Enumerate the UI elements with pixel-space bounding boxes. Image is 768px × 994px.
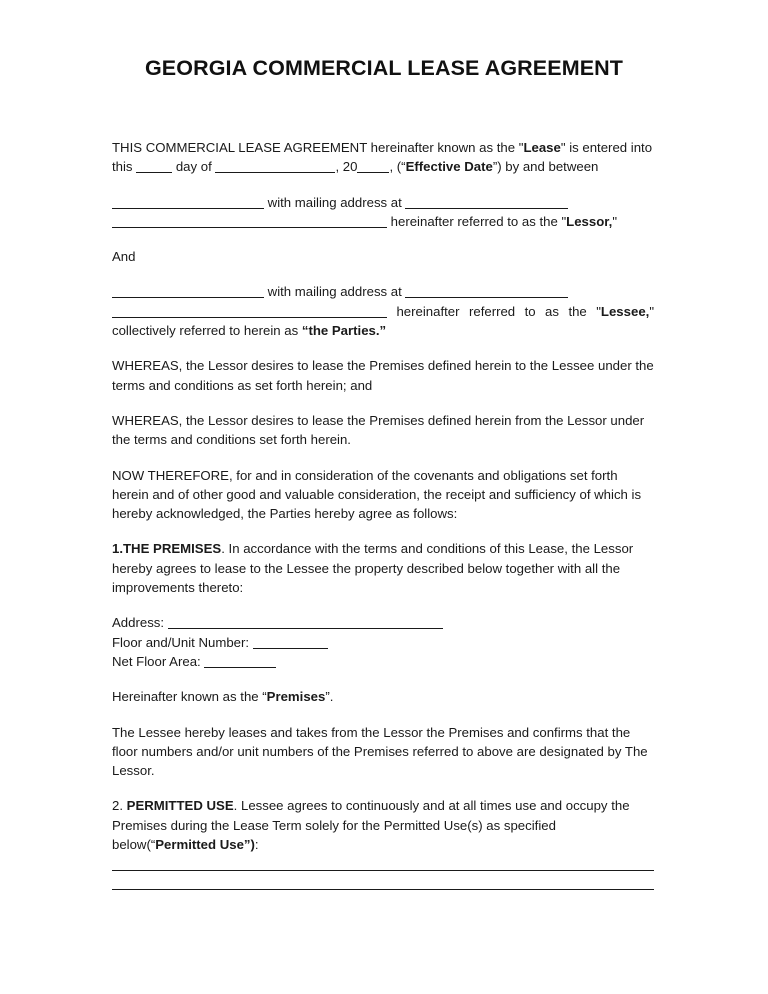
address-label: Address: <box>112 615 168 631</box>
lessor-mailing-text: with mailing address at <box>264 194 406 210</box>
now-therefore-paragraph: NOW THEREFORE, for and in consideration of the covenants and obligations set forth herein and of other good and valuable consideration, the receipt and sufficiency of which is hereby acknowledged, the Parties hereby agree as follows: <box>112 467 642 522</box>
effective-open: , (“ <box>389 159 406 175</box>
lessor-label: Lessor, <box>566 213 613 229</box>
net-floor-area-input-blank[interactable] <box>204 654 276 668</box>
year-prefix: , 20 <box>335 159 358 175</box>
section-1-number: 1. <box>112 541 123 557</box>
lessee-name-blank[interactable] <box>112 284 264 298</box>
lessor-hereinafter-text: hereinafter referred to as the " <box>387 213 567 229</box>
section-2-heading: PERMITTED USE <box>126 798 234 814</box>
lessor-line-1 <box>112 193 654 212</box>
lessee-label-close: " <box>649 303 655 319</box>
parties-term: “the Parties.” <box>301 323 387 339</box>
section-2-body-a: . Lessee agrees to continuously and at all times use and occupy the Premises during the Lease Term solely for the Permitted Use(s) as specified below(“ <box>112 798 630 853</box>
net-floor-area-label: Net Floor Area: <box>112 653 205 669</box>
intro-text-a: THIS COMMERCIAL LEASE AGREEMENT hereinafter known as the " <box>112 140 524 155</box>
premises-suffix: ”. <box>325 689 334 705</box>
year-blank[interactable] <box>357 159 389 173</box>
lessor-address-blank[interactable] <box>405 195 568 209</box>
section-1-body: . In accordance with the terms and conditions of this Lease, the Lessor hereby agrees to lease to the Lessee the property described below together with all the improvements thereto: <box>112 541 634 596</box>
lessor-name-blank[interactable] <box>112 195 264 209</box>
lessor-line-2 <box>112 212 654 231</box>
and-separator: And <box>112 249 136 265</box>
page-title: GEORGIA COMMERCIAL LEASE AGREEMENT <box>144 56 624 80</box>
permitted-use-blank-line-1[interactable] <box>112 870 654 871</box>
lessee-block <box>112 282 654 340</box>
lessor-address-blank-2[interactable] <box>112 214 387 228</box>
address-field-row <box>112 613 654 632</box>
premises-term: Premises <box>266 689 326 705</box>
floor-input-blank[interactable] <box>253 635 328 649</box>
premises-definition <box>112 687 654 706</box>
whereas-clause-1: WHEREAS, the Lessor desires to lease the Premises defined herein to the Lessee under the terms and conditions as set forth herein; and <box>112 358 654 393</box>
section-1-paragraph <box>112 539 654 597</box>
address-input-blank[interactable] <box>168 615 443 629</box>
lessee-line-2 <box>112 302 654 321</box>
effective-date-term: Effective Date <box>405 159 493 175</box>
day-blank[interactable] <box>136 159 172 173</box>
intro-paragraph <box>112 138 654 177</box>
floor-label: Floor and/Unit Number: <box>112 634 253 650</box>
section-2-paragraph <box>112 796 654 854</box>
section-2-number: 2. <box>112 798 127 814</box>
premises-fields <box>112 613 654 671</box>
effective-close: ”) by and between <box>492 159 599 175</box>
lessor-block <box>112 193 654 232</box>
section-2-body-b: : <box>254 837 259 853</box>
lessor-label-close: " <box>612 213 618 229</box>
permitted-use-blank-line-2[interactable] <box>112 889 654 890</box>
intro-text-b: " is entered into this <box>112 140 653 175</box>
premises-prefix: Hereinafter known as the “ <box>112 689 267 705</box>
collective-prefix: collectively referred to herein as <box>112 323 302 339</box>
lease-term: Lease <box>523 140 561 155</box>
month-blank[interactable] <box>215 159 335 173</box>
lessee-line-1 <box>112 282 654 301</box>
day-word: day of <box>172 159 216 175</box>
floor-field-row <box>112 633 654 652</box>
permitted-use-term: Permitted Use”) <box>155 837 255 853</box>
document-body <box>112 138 654 890</box>
section-1-heading: THE PREMISES <box>123 541 222 557</box>
lessee-label: Lessee, <box>600 303 650 319</box>
whereas-clause-2: WHEREAS, the Lessor desires to lease the Premises defined herein from the Lessor under the terms and conditions set forth herein. <box>112 412 645 448</box>
net-floor-area-field-row <box>112 652 654 671</box>
lessee-hereinafter-text: hereinafter referred to as the " <box>396 303 601 319</box>
lessee-mailing-text: with mailing address at <box>264 284 406 300</box>
premises-confirmation-paragraph: The Lessee hereby leases and takes from the Lessor the Premises and confirms that the floor numbers and/or unit numbers of the Premises referred to above are designated by The Lessor. <box>112 724 648 779</box>
lessee-line-3 <box>112 321 654 340</box>
lessee-address-blank-2[interactable] <box>112 304 387 318</box>
lessee-address-blank[interactable] <box>405 284 568 298</box>
